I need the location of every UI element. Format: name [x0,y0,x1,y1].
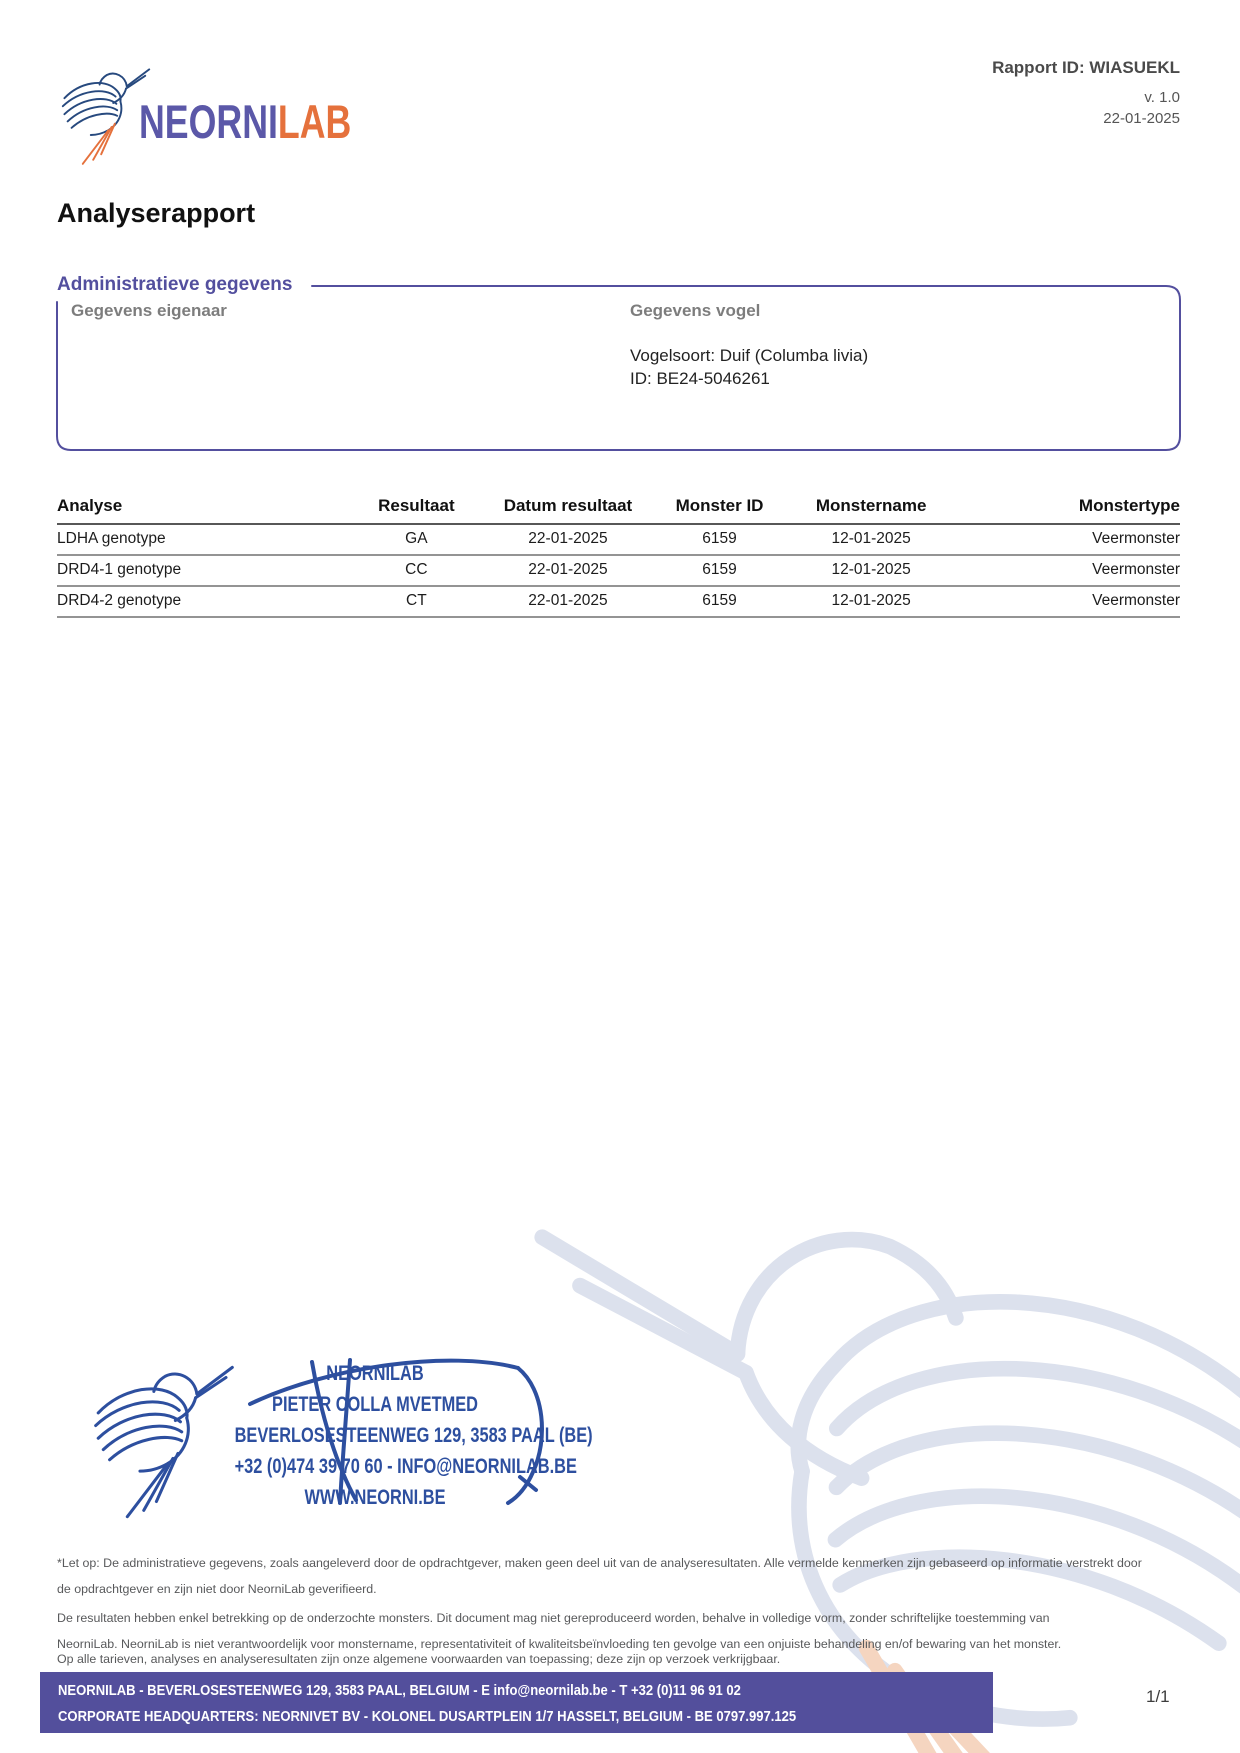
stamp-line-company: NEORNILAB [326,1362,424,1385]
stamp-line-website: WWW.NEORNI.BE [304,1486,446,1509]
cell-resultaat: CC [349,555,484,586]
col-header-datum-resultaat: Datum resultaat [484,496,652,524]
bird-section-label: Gegevens vogel [630,301,761,320]
table-row [57,555,1180,586]
footnote-line: de opdrachtgever en zijn niet door NeorniLab geverifieerd. [57,1582,377,1596]
table-row [57,524,1180,555]
report-version: v. 1.0 [1144,89,1180,106]
footnote-line: Op alle tarieven, analyses en analyseresultaten zijn onze algemene voorwaarden van toepassing; deze zijn op verzoek verkrijgbaar. [57,1652,781,1666]
rapport-id: Rapport ID: WIASUEKL [992,58,1180,77]
cell-datum: 22-01-2025 [484,524,652,555]
cell-monstername: 12-01-2025 [787,586,955,617]
stamp-line-name: PIETER COLLA MVETMED [272,1393,478,1416]
logo-text-lab: LAB [277,95,352,148]
cell-resultaat: CT [349,586,484,617]
cell-monster-id: 6159 [652,586,787,617]
col-header-analyse: Analyse [57,496,349,524]
table-row [57,586,1180,617]
report-meta [992,58,1180,129]
cell-analyse: DRD4-2 genotype [57,586,349,617]
cell-monster-id: 6159 [652,524,787,555]
footer-hq-line: CORPORATE HEADQUARTERS: NEORNIVET BV - KOLONEL DUSARTPLEIN 1/7 HASSELT, BELGIUM - BE 0797.997.125 [58,1709,797,1725]
cell-monstername: 12-01-2025 [787,524,955,555]
stamp-hummingbird-icon [88,1356,240,1523]
results-table-container [57,496,1180,618]
col-header-monster-id: Monster ID [652,496,787,524]
cell-monstertype: Veermonster [955,555,1180,586]
bird-species-value: Vogelsoort: Duif (Columba livia) [630,346,869,365]
cell-monstertype: Veermonster [955,524,1180,555]
footnote-line: NeorniLab. NeorniLab is niet verantwoordelijk voor monstername, representativiteit of kwaliteitsbeïnvloeding ten gevolge van een onjuiste behandeling en/of bewaring van het monster. [57,1637,1062,1651]
page-title: Analyserapport [57,198,256,228]
cell-resultaat: GA [349,524,484,555]
cell-monstertype: Veermonster [955,586,1180,617]
neornilab-logo-wordmark [139,94,351,149]
bird-id-value: ID: BE24-5046261 [630,369,770,388]
owner-section-label: Gegevens eigenaar [71,301,227,320]
stamp-text-block [234,1358,593,1513]
page-number: 1/1 [1146,1687,1170,1706]
cell-analyse: DRD4-1 genotype [57,555,349,586]
col-header-monstertype: Monstertype [955,496,1180,524]
footnote-line: De resultaten hebben enkel betrekking op de onderzochte monsters. Dit document mag niet gereproduceerd worden, behalve in volledige vorm, zonder schriftelijke toestemming van [57,1611,1050,1625]
stamp-line-contact: +32 (0)474 39 70 60 - INFO@NEORNILAB.BE [234,1455,577,1478]
section-heading-admin: Administratieve gegevens [57,274,293,295]
footnote-line: *Let op: De administratieve gegevens, zoals aangeleverd door de opdrachtgever, maken geen deel uit van de analyseresultaten. Alle vermelde kenmerken zijn gebaseerd op informatie verstrekt door [57,1556,1142,1570]
cell-analyse: LDHA genotype [57,524,349,555]
table-header-row [57,496,1180,524]
cell-monster-id: 6159 [652,555,787,586]
stamp-line-address: BEVERLOSESTEENWEG 129, 3583 PAAL (BE) [234,1424,593,1447]
report-date: 22-01-2025 [1103,110,1180,127]
cell-monstername: 12-01-2025 [787,555,955,586]
footer-bar [40,1672,993,1733]
footer-address-line: NEORNILAB - BEVERLOSESTEENWEG 129, 3583 PAAL, BELGIUM - E info@neornilab.be - T +32 (0)11 96 91 02 [58,1683,741,1699]
col-header-monstername: Monstername [787,496,955,524]
cell-datum: 22-01-2025 [484,586,652,617]
cell-datum: 22-01-2025 [484,555,652,586]
results-table [57,496,1180,618]
logo-text-neorni: NEORNI [139,95,278,148]
col-header-resultaat: Resultaat [349,496,484,524]
